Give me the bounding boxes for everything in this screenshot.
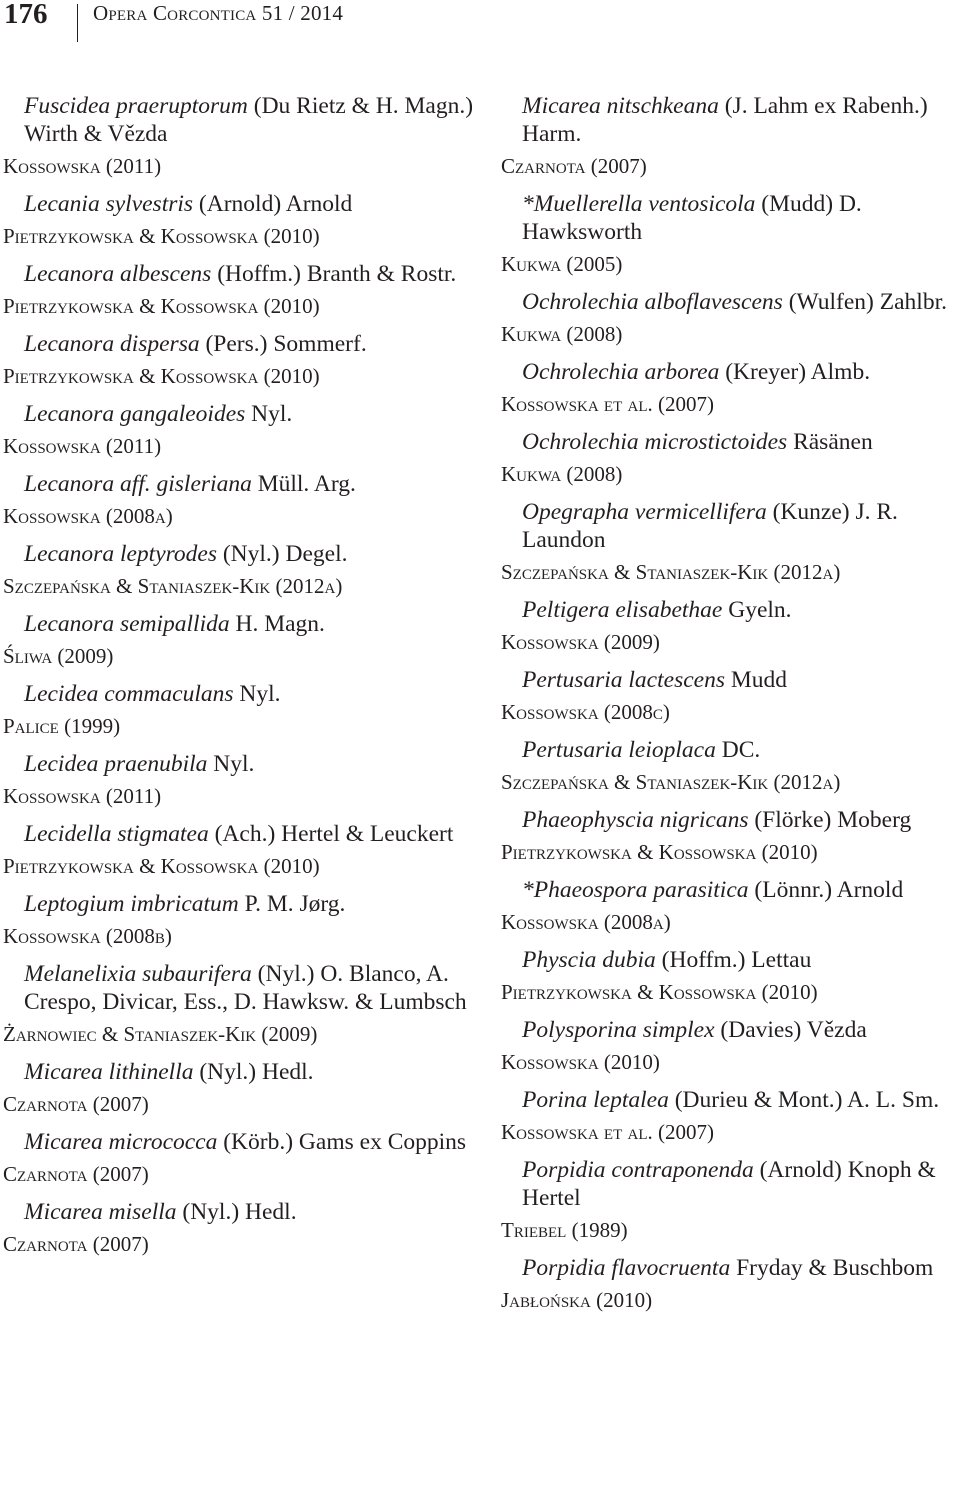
species-epithet: Opegrapha vermicellifera (522, 499, 767, 525)
species-epithet: Lecanora semipallida (24, 611, 230, 637)
species-epithet: Phaeophyscia nigricans (522, 807, 749, 833)
species-authority: Gyeln. (722, 597, 792, 623)
species-epithet: Lecania sylvestris (24, 191, 194, 217)
species-name (498, 1016, 958, 1044)
species-authority: (Wulfen) Zahlbr. (782, 289, 947, 315)
species-epithet: Lecanora aff. gisleriana (24, 471, 252, 497)
species-authority: (Arnold) Knoph & Hertel (522, 1157, 936, 1211)
literature-reference: Czarnota (2007) (3, 1162, 149, 1186)
species-name (0, 820, 475, 848)
page-header (0, 0, 960, 40)
species-entry (0, 330, 475, 390)
species-entry (0, 1198, 475, 1258)
species-epithet: Porpidia contraponenda (522, 1157, 754, 1183)
species-name (498, 190, 958, 246)
species-epithet: Ochrolechia arborea (522, 359, 720, 385)
species-authority: Fryday & Buschbom (730, 1255, 934, 1281)
species-epithet: Lecanora leptyrodes (24, 541, 217, 567)
species-epithet: Physcia dubia (522, 947, 656, 973)
species-entry (498, 736, 958, 796)
species-entry (498, 876, 958, 936)
species-authority: (Hoffm.) Branth & Rostr. (211, 261, 457, 287)
species-authority: Mudd (724, 667, 788, 693)
species-name (498, 876, 958, 904)
species-name (498, 288, 958, 316)
species-authority: P. M. Jørg. (238, 891, 346, 917)
species-authority: (Nyl.) Hedl. (193, 1059, 314, 1085)
species-authority: (Kunze) J. R. Laundon (522, 499, 898, 553)
species-name (498, 736, 958, 764)
species-authority: (Hoffm.) Lettau (655, 947, 812, 973)
species-authority: (Flörke) Moberg (748, 807, 912, 833)
species-name (0, 1198, 475, 1226)
species-entry (0, 890, 475, 950)
literature-reference: Kukwa (2005) (501, 252, 623, 276)
species-name (498, 92, 958, 148)
species-name (498, 946, 958, 974)
literature-reference: Kossowska (2008b) (3, 924, 172, 948)
journal-title: Opera Corcontica 51 / 2014 (93, 1, 344, 25)
literature-reference: Kossowska (2008a) (501, 910, 671, 934)
species-epithet: Leptogium imbricatum (24, 891, 239, 917)
species-authority: (Nyl.) Degel. (216, 541, 348, 567)
species-entry (498, 946, 958, 1006)
species-epithet: Lecanora dispersa (24, 331, 200, 357)
literature-reference: Kukwa (2008) (501, 462, 623, 486)
literature-reference: Kossowska (2008a) (3, 504, 173, 528)
literature-reference: Żarnowiec & Staniaszek-Kik (2009) (3, 1022, 318, 1046)
species-name (0, 260, 475, 288)
species-authority: Räsänen (787, 429, 873, 455)
species-name (0, 330, 475, 358)
species-authority: H. Magn. (229, 611, 325, 637)
species-entry (0, 540, 475, 600)
species-name (498, 428, 958, 456)
species-name (498, 806, 958, 834)
literature-reference: Triebel (1989) (501, 1218, 628, 1242)
species-authority: (Davies) Vězda (714, 1017, 867, 1043)
species-name (0, 470, 475, 498)
literature-reference: Śliwa (2009) (3, 644, 114, 668)
species-authority: DC. (715, 737, 761, 763)
literature-reference: Kossowska (2008c) (501, 700, 670, 724)
literature-reference: Kossowska (2009) (501, 630, 660, 654)
species-name (498, 596, 958, 624)
literature-reference: Kossowska (2011) (3, 434, 162, 458)
left-column (0, 92, 475, 1268)
species-entry (0, 92, 475, 180)
species-entry (0, 680, 475, 740)
literature-reference: Kossowska et al. (2007) (501, 392, 714, 416)
literature-reference: Pietrzykowska & Kossowska (2010) (3, 364, 320, 388)
species-entry (0, 750, 475, 810)
literature-reference: Kossowska (2010) (501, 1050, 660, 1074)
species-entry (498, 1016, 958, 1076)
literature-reference: Czarnota (2007) (501, 154, 647, 178)
species-epithet: Pertusaria leioplaca (522, 737, 716, 763)
species-epithet: Porina leptalea (522, 1087, 669, 1113)
species-name (498, 1254, 958, 1282)
species-authority: (Arnold) Arnold (193, 191, 353, 217)
species-authority: (Durieu & Mont.) A. L. Sm. (668, 1087, 940, 1113)
literature-reference: Czarnota (2007) (3, 1232, 149, 1256)
species-name (0, 610, 475, 638)
literature-reference: Kossowska (2011) (3, 784, 162, 808)
species-entry (0, 1128, 475, 1188)
species-entry (498, 190, 958, 278)
species-entry (498, 428, 958, 488)
species-authority: (Nyl.) Hedl. (176, 1199, 297, 1225)
species-name (0, 1128, 475, 1156)
species-epithet: *Muellerella ventosicola (522, 191, 756, 217)
literature-reference: Pietrzykowska & Kossowska (2010) (501, 840, 818, 864)
right-column (498, 92, 958, 1324)
species-entry (0, 610, 475, 670)
species-epithet: Fuscidea praeruptorum (24, 93, 248, 119)
species-entry (498, 498, 958, 586)
literature-reference: Pietrzykowska & Kossowska (2010) (501, 980, 818, 1004)
species-authority: (Körb.) Gams ex Coppins (217, 1129, 467, 1155)
species-epithet: Lecidea commaculans (24, 681, 234, 707)
species-authority: (J. Lahm ex Rabenh.) Harm. (522, 93, 928, 147)
species-name (0, 1058, 475, 1086)
literature-reference: Szczepańska & Staniaszek-Kik (2012a) (501, 560, 841, 584)
species-epithet: Porpidia flavocruenta (522, 1255, 731, 1281)
species-epithet: Micarea nitschkeana (522, 93, 719, 119)
species-name (0, 750, 475, 778)
header-divider (77, 4, 78, 42)
literature-reference: Palice (1999) (3, 714, 121, 738)
literature-reference: Pietrzykowska & Kossowska (2010) (3, 854, 320, 878)
species-name (498, 666, 958, 694)
species-entry (0, 960, 475, 1048)
species-name (0, 190, 475, 218)
species-entry (498, 1086, 958, 1146)
species-epithet: Micarea misella (24, 1199, 177, 1225)
species-entry (0, 190, 475, 250)
species-authority: (Du Rietz & H. Magn.) Wirth & Vězda (24, 93, 474, 147)
species-epithet: Polysporina simplex (522, 1017, 715, 1043)
species-epithet: Lecidella stigmatea (24, 821, 209, 847)
species-epithet: Ochrolechia alboflavescens (522, 289, 783, 315)
species-entry (498, 666, 958, 726)
species-entry (0, 400, 475, 460)
species-entry (0, 1058, 475, 1118)
species-epithet: Ochrolechia microstictoides (522, 429, 788, 455)
species-name (498, 358, 958, 386)
species-entry (498, 358, 958, 418)
literature-reference: Pietrzykowska & Kossowska (2010) (3, 224, 320, 248)
literature-reference: Kossowska (2011) (3, 154, 162, 178)
literature-reference: Szczepańska & Staniaszek-Kik (2012a) (501, 770, 841, 794)
species-authority: (Ach.) Hertel & Leuckert (208, 821, 454, 847)
species-name (498, 1156, 958, 1212)
species-name (498, 498, 958, 554)
species-entry (498, 92, 958, 180)
species-name (0, 960, 475, 1016)
species-name (0, 400, 475, 428)
species-entry (498, 806, 958, 866)
species-name (0, 540, 475, 568)
species-name (0, 890, 475, 918)
species-authority: (Nyl.) O. Blanco, A. Crespo, Divicar, Ess., D. Hawksw. & Lumbsch (24, 961, 467, 1015)
species-epithet: Micarea lithinella (24, 1059, 194, 1085)
species-name (0, 92, 475, 148)
species-entry (498, 1156, 958, 1244)
literature-reference: Jabłońska (2010) (501, 1288, 653, 1312)
species-authority: Müll. Arg. (251, 471, 356, 497)
species-entry (498, 1254, 958, 1314)
species-authority: Nyl. (233, 681, 281, 707)
species-epithet: *Phaeospora parasitica (522, 877, 749, 903)
literature-reference: Szczepańska & Staniaszek-Kik (2012a) (3, 574, 343, 598)
species-name (0, 680, 475, 708)
species-authority: (Lönnr.) Arnold (748, 877, 904, 903)
species-entry (0, 260, 475, 320)
literature-reference: Kossowska et al. (2007) (501, 1120, 714, 1144)
page-number: 176 (4, 0, 48, 30)
literature-reference: Pietrzykowska & Kossowska (2010) (3, 294, 320, 318)
species-authority: (Pers.) Sommerf. (199, 331, 367, 357)
species-name (498, 1086, 958, 1114)
literature-reference: Czarnota (2007) (3, 1092, 149, 1116)
species-authority: Nyl. (207, 751, 255, 777)
literature-reference: Kukwa (2008) (501, 322, 623, 346)
species-authority: Nyl. (245, 401, 293, 427)
species-authority: (Kreyer) Almb. (719, 359, 871, 385)
species-entry (0, 470, 475, 530)
species-epithet: Micarea micrococca (24, 1129, 218, 1155)
species-epithet: Lecanora albescens (24, 261, 212, 287)
species-entry (498, 288, 958, 348)
species-epithet: Lecanora gangaleoides (24, 401, 246, 427)
species-entry (498, 596, 958, 656)
species-epithet: Lecidea praenubila (24, 751, 208, 777)
species-authority: (Mudd) D. Hawksworth (522, 191, 862, 245)
species-epithet: Pertusaria lactescens (522, 667, 725, 693)
species-entry (0, 820, 475, 880)
species-epithet: Peltigera elisabethae (522, 597, 723, 623)
species-epithet: Melanelixia subaurifera (24, 961, 252, 987)
